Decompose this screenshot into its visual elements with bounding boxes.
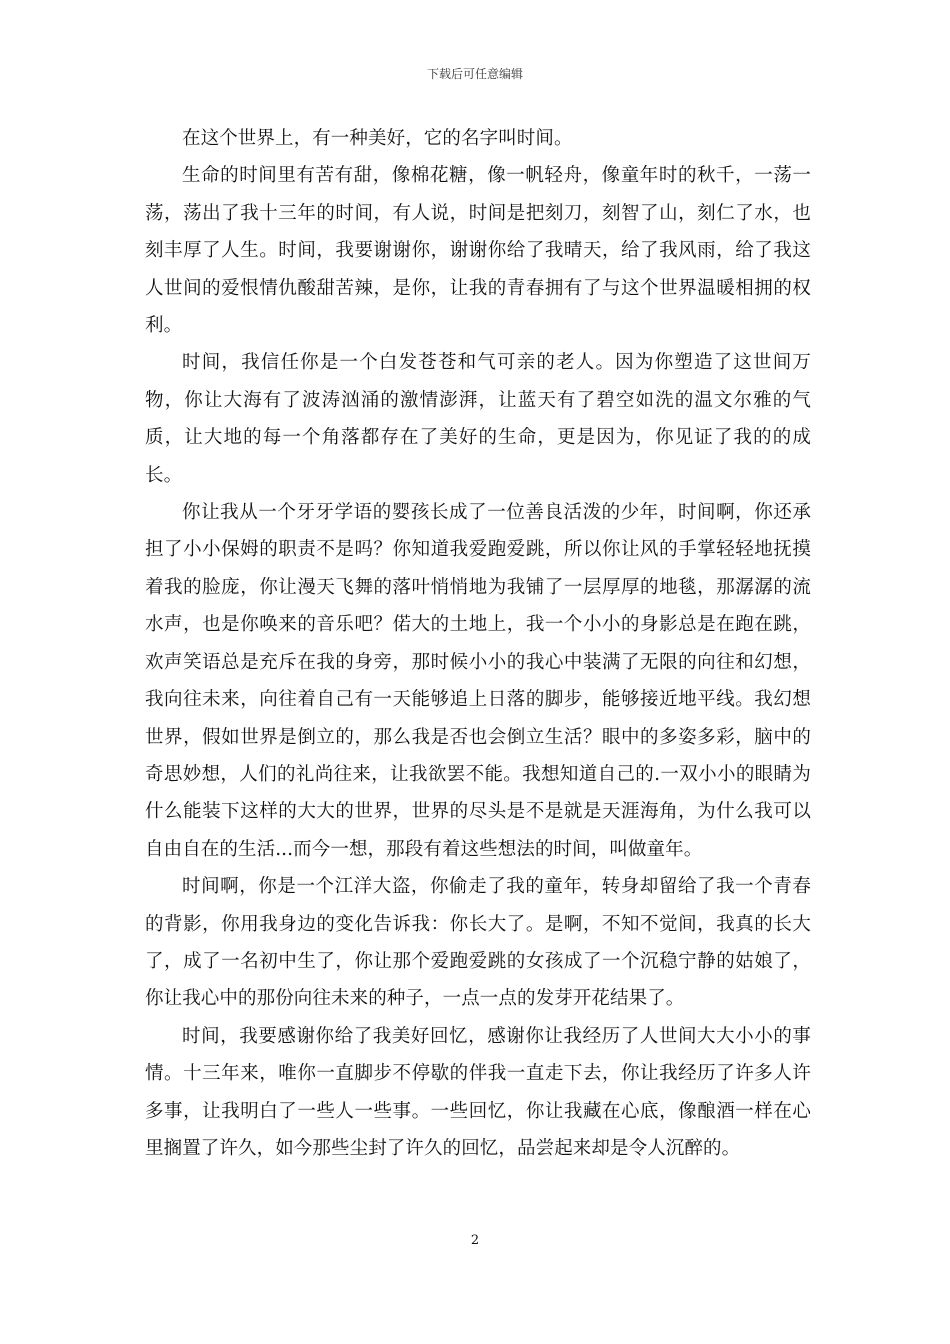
paragraph-3: 时间，我信任你是一个白发苍苍和气可亲的老人。因为你塑造了这世间万物，你让大海有了波涛汹涌的激情澎湃，让蓝天有了碧空如洗的温文尔雅的气质，让大地的每一个角落都存在了美好的生命，更是因为，你见证了我的的成长。 bbox=[145, 352, 811, 486]
paragraph-1: 在这个世界上，有一种美好，它的名字叫时间。 bbox=[182, 128, 573, 149]
document-body bbox=[145, 120, 811, 1167]
page-number: 2 bbox=[470, 1233, 480, 1248]
paragraph-2: 生命的时间里有苦有甜，像棉花糖，像一帆轻舟，像童年时的秋千，一荡一荡，荡出了我十三年的时间，有人说，时间是把刻刀，刻智了山，刻仁了水，也刻丰厚了人生。时间，我要谢谢你，谢谢你给了我晴天，给了我风雨，给了我这人世间的爱恨情仇酸甜苦辣，是你，让我的青春拥有了与这个世界温暖相拥的权利。 bbox=[145, 165, 811, 337]
paragraph-6: 时间，我要感谢你给了我美好回忆，感谢你让我经历了人世间大大小小的事情。十三年来，唯你一直脚步不停歇的伴我一直走下去，你让我经历了许多人许多事，让我明白了一些人一些事。一些回忆，你让我藏在心底，像酿酒一样在心里搁置了许久，如今那些尘封了许久的回忆，品尝起来却是令人沉醉的。 bbox=[145, 1025, 811, 1159]
paragraph-5: 时间啊，你是一个江洋大盗，你偷走了我的童年，转身却留给了我一个青春的背影，你用我身边的变化告诉我：你长大了。是啊，不知不觉间，我真的长大了，成了一名初中生了，你让那个爱跑爱跳的女孩成了一个沉稳宁静的姑娘了，你让我心中的那份向往未来的种子，一点一点的发芽开花结果了。 bbox=[145, 876, 811, 1010]
paragraph-4: 你让我从一个牙牙学语的婴孩长成了一位善良活泼的少年，时间啊，你还承担了小小保姆的职责不是吗？你知道我爱跑爱跳，所以你让风的手掌轻轻地抚摸着我的脸庞，你让漫天飞舞的落叶悄悄地为我铺了一层厚厚的地毯，那潺潺的流水声，也是你唤来的音乐吧？偌大的土地上，我一个小小的身影总是在跑在跳，欢声笑语总是充斥在我的身旁，那时候小小的我心中装满了无限的向往和幻想，我向往未来，向往着自己有一天能够追上日落的脚步，能够接近地平线。我幻想世界，假如世界是倒立的，那么我是否也会倒立生活？眼中的多姿多彩，脑中的奇思妙想，人们的礼尚往来，让我欲罢不能。我想知道自己的.一双小小的眼睛为什么能装下这样的大大的世界，世界的尽头是不是就是天涯海角，为什么我可以自由自在的生活...而今一想，那段有着这些想法的时间，叫做童年。 bbox=[145, 502, 811, 860]
page-header: 下载后可任意编辑 bbox=[426, 67, 523, 81]
